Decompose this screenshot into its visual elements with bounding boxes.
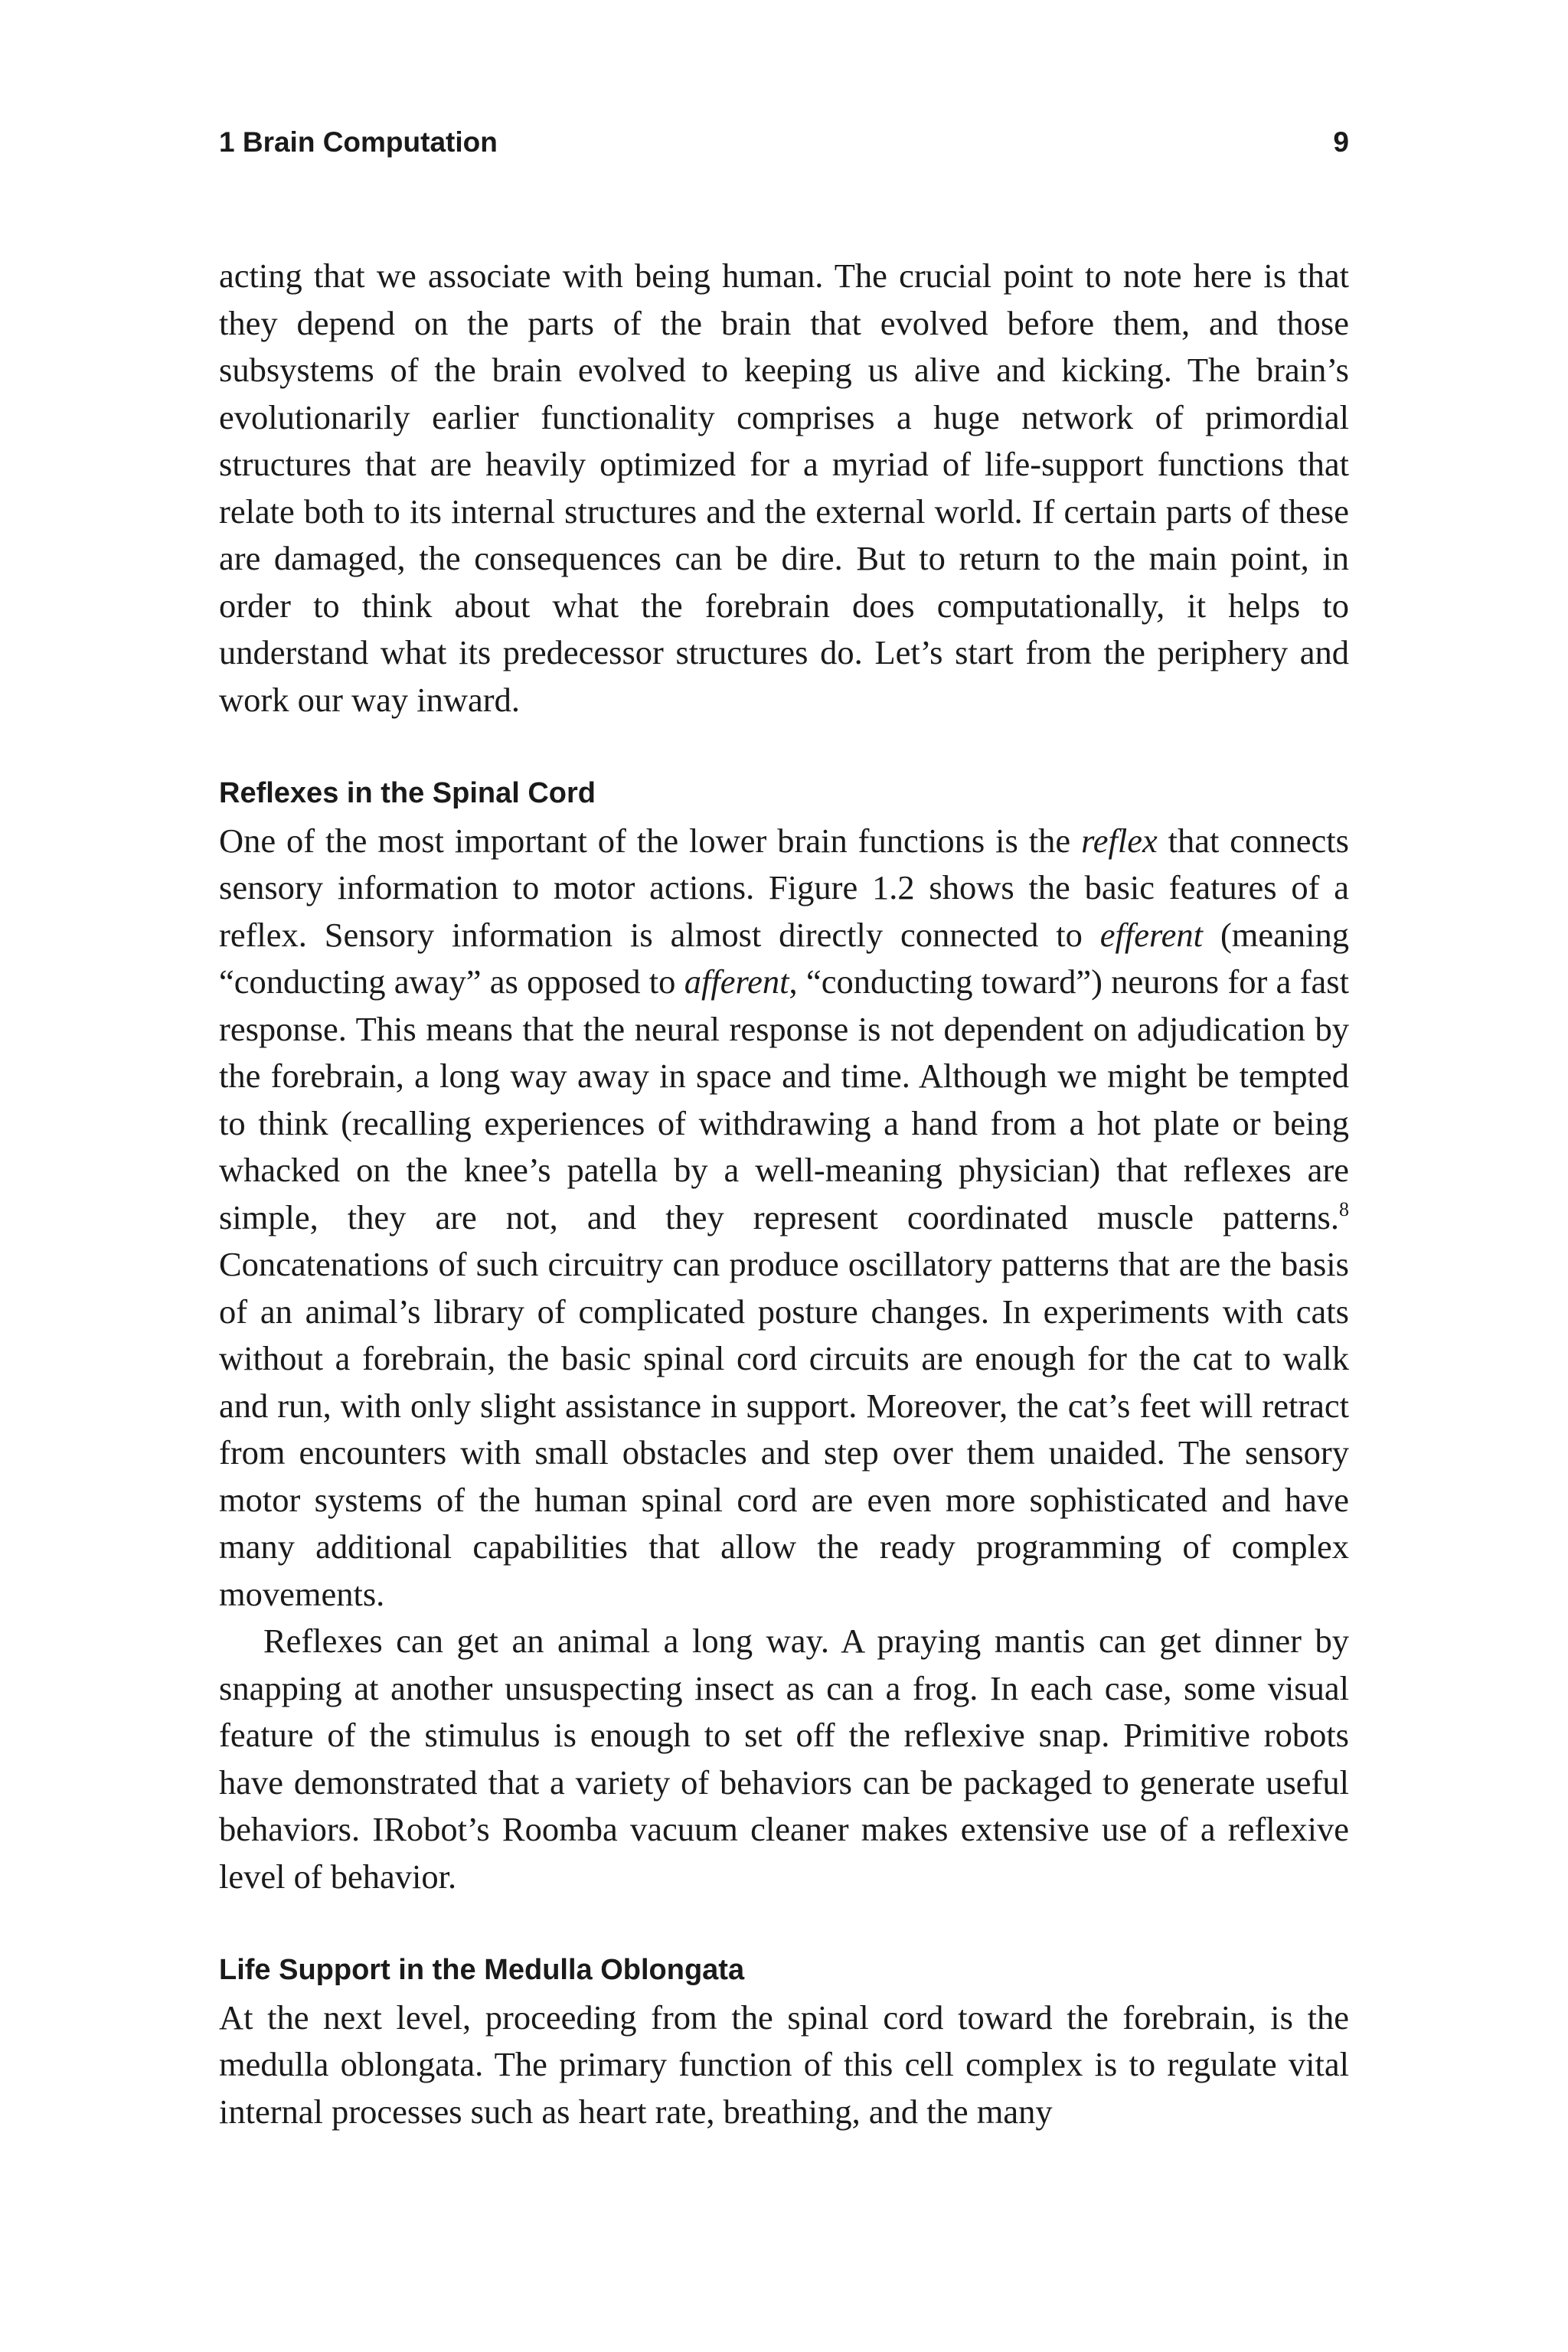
section-heading: Life Support in the Medulla Oblongata [219,1954,745,1986]
italic-term: afferent [684,962,789,1001]
text-run: One of the most important of the lower brain functions is the [219,821,1082,860]
footnote-marker[interactable]: 8 [1339,1197,1349,1220]
italic-term: efferent [1099,915,1204,954]
section-heading: Reflexes in the Spinal Cord [219,777,596,809]
paragraph [219,818,1349,1619]
italic-term: reflex [1081,821,1158,860]
paragraph: acting that we associate with being human. The crucial point to note here is that they depend on the parts of the brain that evolved before them, and those subsystems of the brain evolved to keeping us alive and kicking. The brain’s evolutionarily earlier functionality comprises a huge network of primordial structures that are heavily optimized for a myriad of life-support functions that relate both to its internal structures and the external world. If certain parts of these are damaged, the consequences can be dire. But to return to the main point, in order to think about what the forebrain does computationally, it helps to understand what its predecessor structures do. Let’s start from the periphery and work our way inward. [219,256,1349,719]
text-run: (meaning “conducting away” as opposed to [219,915,1349,1001]
paragraph: Reflexes can get an animal a long way. A praying mantis can get dinner by snapping at another unsuspecting insect as can a frog. In each case, some visual feature of the stimulus is enough to set off the reflexive snap. Primitive robots have demonstrated that a variety of behaviors can be packaged to generate useful behaviors. IRobot’s Roomba vacuum cleaner makes extensive use of a reflexive level of behavior. [219,1622,1349,1896]
text-run: that connects sensory information to motor actions. Figure 1.2 shows the basic features of a reflex. Sensory information is almost directly connected to [219,821,1349,954]
paragraph: At the next level, proceeding from the spinal cord toward the forebrain, is the medulla oblongata. The primary function of this cell complex is to regulate vital internal processes such as heart rate, breathing, and the many [219,1998,1349,2131]
text-run: , “conducting toward”) neurons for a fast response. This means that the neural response is not dependent on adjudication by the forebrain, a long way away in space and time. Although we might be tempted to think (recalling experiences of withdrawing a hand from a hot plate or being whacked on the knee’s patella by a well-meaning physician) that reflexes are simple, they are not, and they represent coordinated muscle patterns. [219,962,1349,1236]
text-run: Concatenations of such circuitry can produce oscillatory patterns that are the basis of an animal’s library of complicated posture changes. In experiments with cats without a forebrain, the basic spinal cord circuits are enough for the cat to walk and run, with only slight assistance in support. Moreover, the cat’s feet will retract from encounters with small obstacles and step over them unaided. The sensory motor systems of the human spinal cord are even more sophisticated and have many additional capabilities that allow the ready programming of complex movements. [219,1245,1349,1613]
chapter-title: 1 Brain Computation [219,126,498,158]
body-text [219,253,1349,2135]
page-number: 9 [1333,126,1349,158]
running-head [219,124,1349,161]
